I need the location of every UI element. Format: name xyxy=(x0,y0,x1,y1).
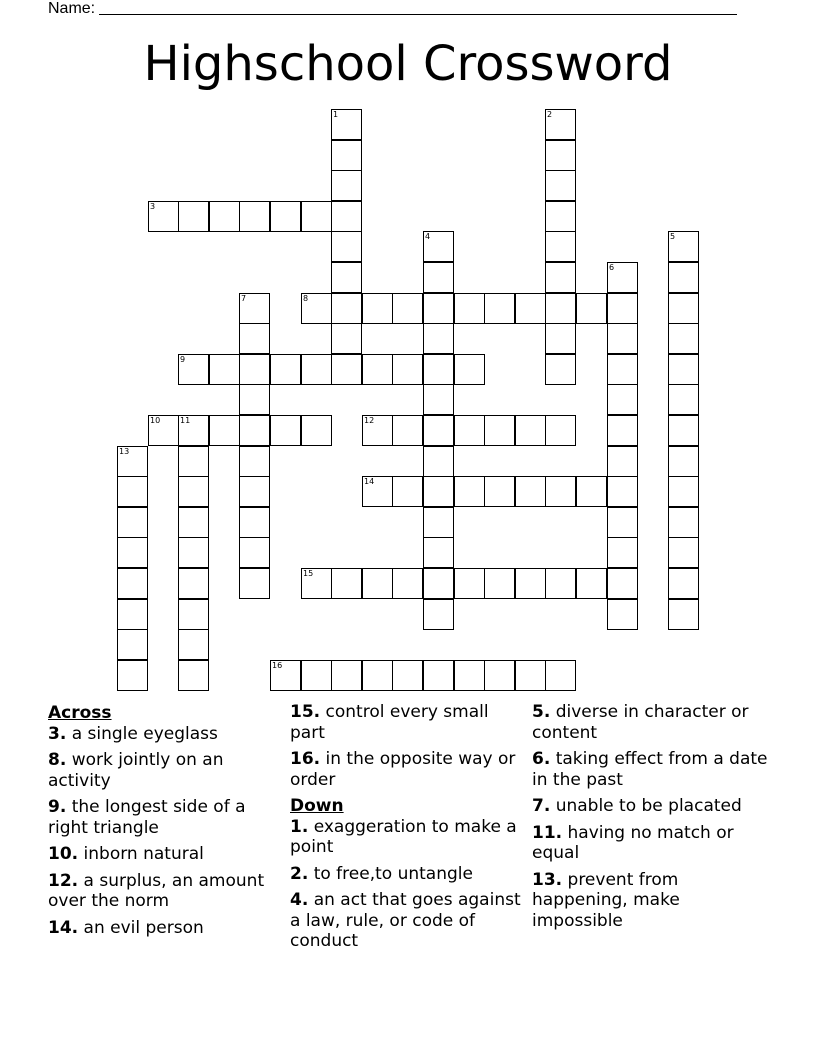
grid-cell[interactable] xyxy=(331,140,362,171)
grid-cell[interactable] xyxy=(423,384,454,415)
page-title: Highschool Crossword xyxy=(143,36,673,92)
grid-cell[interactable] xyxy=(331,660,362,691)
clue-text: an evil person xyxy=(78,917,204,938)
clue-number: 6 xyxy=(609,263,615,272)
across-heading: Across xyxy=(48,703,112,723)
grid-cell[interactable] xyxy=(178,568,209,599)
clue-number: 5 xyxy=(670,232,676,241)
grid-cell[interactable] xyxy=(607,568,638,599)
grid-cell[interactable] xyxy=(484,568,515,599)
grid-cell[interactable] xyxy=(178,599,209,630)
clue-number-label: 12. xyxy=(48,870,79,891)
clue-text: an act that goes against a law, rule, or code of conduct xyxy=(290,890,521,951)
grid-cell[interactable] xyxy=(607,354,638,385)
clue-number-label: 5. xyxy=(532,702,551,722)
clue-item xyxy=(290,749,526,790)
grid-cell[interactable] xyxy=(515,293,546,324)
grid-cell[interactable] xyxy=(362,354,393,385)
grid-cell[interactable] xyxy=(515,660,546,691)
clue-text: diverse in character or content xyxy=(532,702,749,743)
grid-cell[interactable] xyxy=(301,568,332,599)
clue-number: 15 xyxy=(303,569,314,578)
clue-column-1 xyxy=(48,702,280,944)
clue-number-label: 8. xyxy=(48,750,67,770)
grid-cell[interactable] xyxy=(545,568,576,599)
grid-cell[interactable] xyxy=(545,323,576,354)
grid-cell[interactable] xyxy=(301,660,332,691)
grid-cell[interactable] xyxy=(239,323,270,354)
clue-number: 14 xyxy=(364,477,375,486)
grid-cell[interactable] xyxy=(178,354,209,385)
grid-cell[interactable] xyxy=(423,537,454,568)
grid-cell[interactable] xyxy=(454,354,485,385)
grid-cell[interactable] xyxy=(392,660,423,691)
clue-column-3 xyxy=(532,702,768,937)
grid-cell[interactable] xyxy=(668,323,699,354)
grid-cell[interactable] xyxy=(607,323,638,354)
grid-cell[interactable] xyxy=(484,415,515,446)
clue-text: the longest side of a right triangle xyxy=(48,797,246,838)
grid-cell[interactable] xyxy=(117,599,148,630)
grid-cell[interactable] xyxy=(331,293,362,324)
grid-cell[interactable] xyxy=(607,446,638,477)
clue-number: 1 xyxy=(333,110,339,119)
clue-number-label: 14. xyxy=(48,917,79,938)
grid-cell[interactable] xyxy=(545,231,576,262)
clue-number-label: 16. xyxy=(290,749,321,769)
grid-cell[interactable] xyxy=(392,354,423,385)
grid-cell[interactable] xyxy=(545,415,576,446)
grid-cell[interactable] xyxy=(178,446,209,477)
grid-cell[interactable] xyxy=(239,476,270,507)
grid-cell[interactable] xyxy=(515,568,546,599)
grid-cell[interactable] xyxy=(239,415,270,446)
clue-text: inborn natural xyxy=(78,844,204,864)
clue-item xyxy=(48,871,280,912)
clue-text: control every small part xyxy=(290,702,489,743)
grid-cell[interactable] xyxy=(331,231,362,262)
grid-cell[interactable] xyxy=(301,293,332,324)
grid-cell[interactable] xyxy=(454,476,485,507)
grid-cell[interactable] xyxy=(484,660,515,691)
clue-number: 2 xyxy=(547,110,553,119)
grid-cell[interactable] xyxy=(545,140,576,171)
grid-cell[interactable] xyxy=(239,537,270,568)
grid-cell[interactable] xyxy=(545,201,576,232)
grid-cell[interactable] xyxy=(607,415,638,446)
clue-item xyxy=(532,823,768,864)
clue-number: 13 xyxy=(119,447,130,456)
grid-cell[interactable] xyxy=(668,476,699,507)
grid-cell[interactable] xyxy=(178,537,209,568)
grid-cell[interactable] xyxy=(331,170,362,201)
clue-item xyxy=(48,750,280,791)
clue-text: having no match or equal xyxy=(532,822,734,863)
clue-number: 10 xyxy=(150,416,161,425)
clue-number: 3 xyxy=(150,202,156,211)
clue-text: in the opposite way or order xyxy=(290,749,516,790)
grid-cell[interactable] xyxy=(545,293,576,324)
clue-item xyxy=(532,749,768,790)
grid-cell[interactable] xyxy=(668,262,699,293)
clue-number-label: 3. xyxy=(48,723,67,744)
clue-number-label: 10. xyxy=(48,844,79,864)
clue-column-2 xyxy=(290,702,526,958)
clue-number-label: 7. xyxy=(532,796,551,816)
clue-item xyxy=(290,817,526,858)
grid-cell[interactable] xyxy=(668,415,699,446)
grid-cell[interactable] xyxy=(392,415,423,446)
grid-cell[interactable] xyxy=(239,568,270,599)
clue-number: 9 xyxy=(180,355,186,364)
grid-cell[interactable] xyxy=(423,446,454,477)
grid-cell[interactable] xyxy=(545,170,576,201)
grid-cell[interactable] xyxy=(576,293,607,324)
grid-cell[interactable] xyxy=(668,231,699,262)
grid-cell[interactable] xyxy=(117,568,148,599)
grid-cell[interactable] xyxy=(545,109,576,140)
grid-cell[interactable] xyxy=(545,660,576,691)
grid-cell[interactable] xyxy=(362,660,393,691)
grid-cell[interactable] xyxy=(331,262,362,293)
grid-cell[interactable] xyxy=(423,293,454,324)
clue-number-label: 2. xyxy=(290,863,309,884)
clue-number: 4 xyxy=(425,232,431,241)
clue-text: prevent from happening, make impossible xyxy=(532,869,680,931)
grid-cell[interactable] xyxy=(668,354,699,385)
clue-item xyxy=(532,702,768,743)
grid-cell[interactable] xyxy=(331,201,362,232)
grid-cell[interactable] xyxy=(423,354,454,385)
grid-cell[interactable] xyxy=(117,660,148,691)
grid-cell[interactable] xyxy=(270,354,301,385)
grid-cell[interactable] xyxy=(239,507,270,538)
grid-cell[interactable] xyxy=(178,660,209,691)
grid-cell[interactable] xyxy=(423,660,454,691)
grid-cell[interactable] xyxy=(270,415,301,446)
grid-cell[interactable] xyxy=(178,415,209,446)
grid-cell[interactable] xyxy=(668,599,699,630)
clue-item xyxy=(290,864,526,885)
grid-cell[interactable] xyxy=(454,293,485,324)
grid-cell[interactable] xyxy=(362,415,393,446)
clue-number: 7 xyxy=(241,294,247,303)
grid-cell[interactable] xyxy=(484,293,515,324)
grid-cell[interactable] xyxy=(362,568,393,599)
grid-cell[interactable] xyxy=(668,446,699,477)
grid-cell[interactable] xyxy=(454,568,485,599)
clue-item xyxy=(290,702,526,743)
clue-number-label: 1. xyxy=(290,816,309,837)
clue-item xyxy=(48,724,280,745)
grid-cell[interactable] xyxy=(668,507,699,538)
grid-cell[interactable] xyxy=(117,446,148,477)
grid-cell[interactable] xyxy=(117,537,148,568)
clue-text: to free,to untangle xyxy=(308,863,473,884)
grid-cell[interactable] xyxy=(607,476,638,507)
clue-number-label: 13. xyxy=(532,869,563,890)
clue-text: a single eyeglass xyxy=(66,723,218,744)
grid-cell[interactable] xyxy=(545,354,576,385)
grid-cell[interactable] xyxy=(117,476,148,507)
clue-number-label: 9. xyxy=(48,797,67,817)
grid-cell[interactable] xyxy=(209,201,240,232)
grid-cell[interactable] xyxy=(148,415,179,446)
grid-cell[interactable] xyxy=(607,537,638,568)
clue-item xyxy=(290,890,526,952)
grid-cell[interactable] xyxy=(301,354,332,385)
clue-number-label: 6. xyxy=(532,749,551,769)
grid-cell[interactable] xyxy=(668,537,699,568)
grid-cell[interactable] xyxy=(270,201,301,232)
grid-cell[interactable] xyxy=(178,476,209,507)
grid-cell[interactable] xyxy=(423,323,454,354)
grid-cell[interactable] xyxy=(362,293,393,324)
grid-cell[interactable] xyxy=(117,629,148,660)
grid-cell[interactable] xyxy=(423,262,454,293)
clue-text: a surplus, an amount over the norm xyxy=(48,870,265,911)
grid-cell[interactable] xyxy=(331,323,362,354)
grid-cell[interactable] xyxy=(209,354,240,385)
grid-cell[interactable] xyxy=(239,293,270,324)
clue-text: work jointly on an activity xyxy=(48,750,224,791)
grid-cell[interactable] xyxy=(515,476,546,507)
grid-cell[interactable] xyxy=(239,354,270,385)
clue-number-label: 11. xyxy=(532,822,563,843)
grid-cell[interactable] xyxy=(392,568,423,599)
grid-cell[interactable] xyxy=(270,660,301,691)
grid-cell[interactable] xyxy=(178,507,209,538)
grid-cell[interactable] xyxy=(423,568,454,599)
clue-item xyxy=(48,797,280,838)
name-label: Name: xyxy=(48,0,96,17)
clue-item xyxy=(532,796,768,817)
grid-cell[interactable] xyxy=(545,476,576,507)
grid-cell[interactable] xyxy=(392,293,423,324)
grid-cell[interactable] xyxy=(239,201,270,232)
grid-cell[interactable] xyxy=(423,599,454,630)
clue-number-label: 15. xyxy=(290,702,321,722)
clue-number: 11 xyxy=(180,416,191,425)
grid-cell[interactable] xyxy=(392,476,423,507)
grid-cell[interactable] xyxy=(668,293,699,324)
grid-cell[interactable] xyxy=(423,476,454,507)
grid-cell[interactable] xyxy=(117,507,148,538)
grid-cell[interactable] xyxy=(331,354,362,385)
grid-cell[interactable] xyxy=(423,415,454,446)
grid-cell[interactable] xyxy=(239,446,270,477)
clue-text: unable to be placated xyxy=(550,796,742,816)
grid-cell[interactable] xyxy=(178,201,209,232)
clue-number: 12 xyxy=(364,416,375,425)
grid-cell[interactable] xyxy=(331,109,362,140)
grid-cell[interactable] xyxy=(239,384,270,415)
grid-cell[interactable] xyxy=(454,415,485,446)
grid-cell[interactable] xyxy=(668,568,699,599)
grid-cell[interactable] xyxy=(607,599,638,630)
clue-item xyxy=(48,844,280,865)
grid-cell[interactable] xyxy=(454,660,485,691)
grid-cell[interactable] xyxy=(178,629,209,660)
grid-cell[interactable] xyxy=(607,293,638,324)
grid-cell[interactable] xyxy=(545,262,576,293)
clue-number: 8 xyxy=(303,294,309,303)
grid-cell[interactable] xyxy=(515,415,546,446)
grid-cell[interactable] xyxy=(301,201,332,232)
clue-number-label: 4. xyxy=(290,890,309,910)
grid-cell[interactable] xyxy=(576,568,607,599)
grid-cell[interactable] xyxy=(423,507,454,538)
clue-text: exaggeration to make a point xyxy=(290,816,517,857)
grid-cell[interactable] xyxy=(301,415,332,446)
grid-cell[interactable] xyxy=(423,231,454,262)
clue-text: taking effect from a date in the past xyxy=(532,749,768,790)
grid-cell[interactable] xyxy=(362,476,393,507)
clue-number: 16 xyxy=(272,661,283,670)
grid-cell[interactable] xyxy=(607,507,638,538)
grid-cell[interactable] xyxy=(607,262,638,293)
grid-cell[interactable] xyxy=(668,384,699,415)
clue-item xyxy=(532,870,768,932)
grid-cell[interactable] xyxy=(576,476,607,507)
grid-cell[interactable] xyxy=(484,476,515,507)
grid-cell[interactable] xyxy=(331,568,362,599)
grid-cell[interactable] xyxy=(148,201,179,232)
grid-cell[interactable] xyxy=(209,415,240,446)
down-heading: Down xyxy=(290,796,344,816)
grid-cell[interactable] xyxy=(607,384,638,415)
clue-item xyxy=(48,918,280,939)
